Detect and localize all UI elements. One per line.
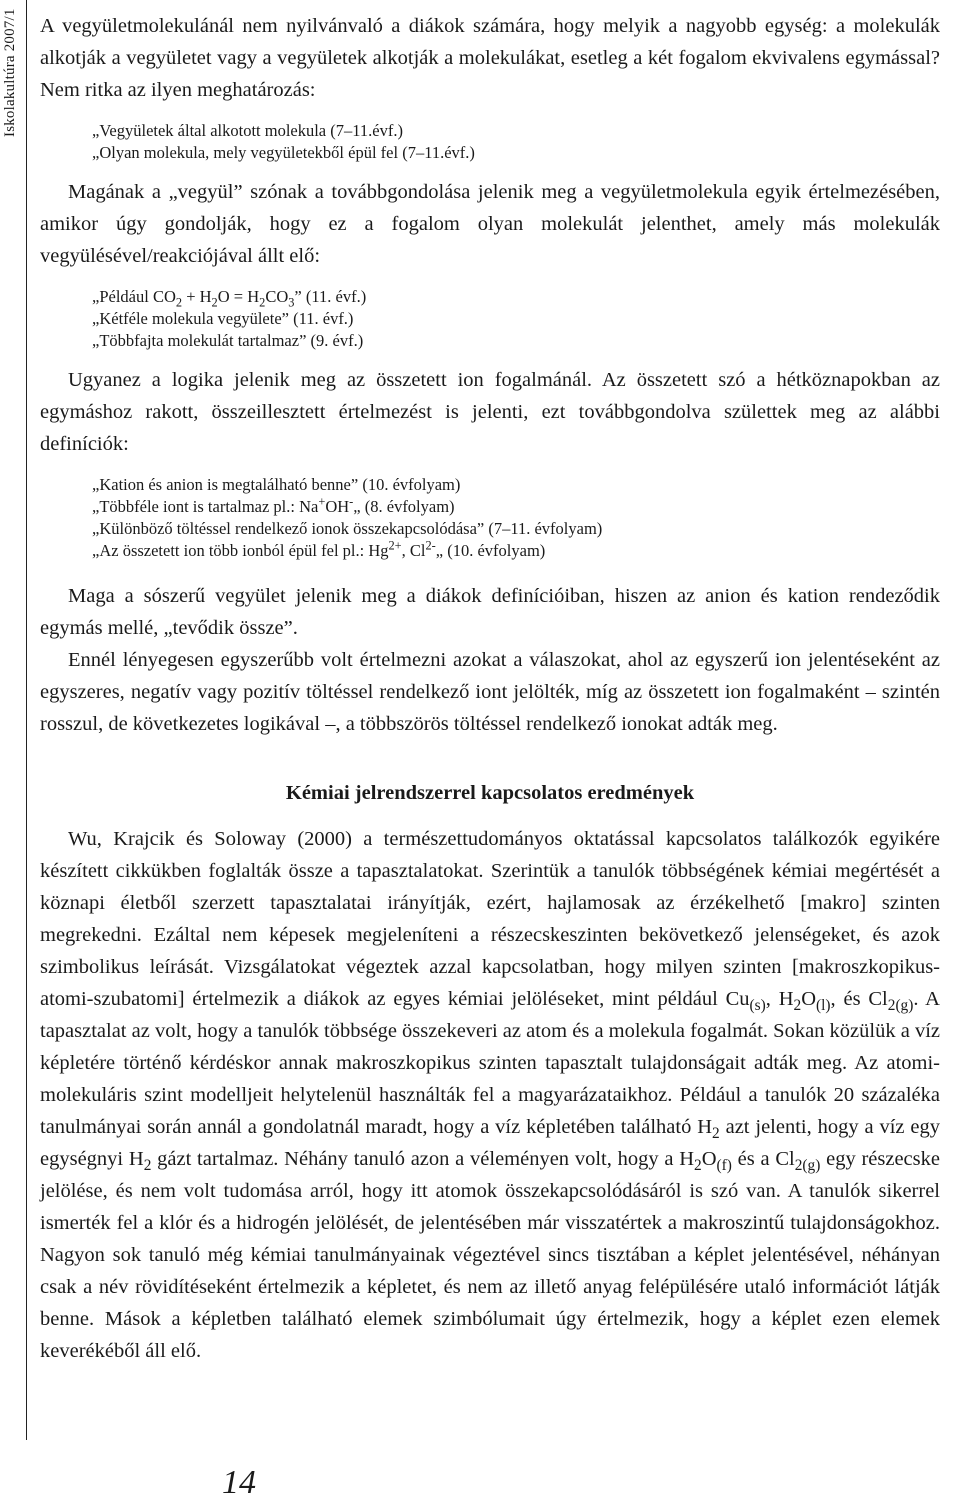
page-content xyxy=(40,10,940,1367)
quote-line: „Az összetett ion több ionból épül fel pl.: $Hg^{2+}$, $Cl^{2-}„$ (10. évfolyam) xyxy=(92,538,546,560)
quote-block-3 xyxy=(92,474,940,562)
page-number: 14 xyxy=(222,1464,256,1501)
paragraph-4: Maga a sószerű vegyület jelenik meg a diákok definícióiban, hiszen az anion és kation rendeződik egymás mellé, „tevődik össze”. xyxy=(40,585,940,639)
paragraph-3: Ugyanez a logika jelenik meg az összetett ion fogalmánál. Az összetett szó a hétköznapokban az egymáshoz rakott, összeillesztett értelmezést is jelenti, ezt továbbgondolva születtek meg az alábbi definíciók: xyxy=(40,369,940,455)
paragraph-2: Magának a „vegyül” szónak a továbbgondolása jelenik meg a vegyületmolekula egyik értelmezésében, amikor úgy gondolják, hogy ez a fogalom olyan molekulát jelenthet, amely más molekulák vegyülésével/reakciójával állt elő: xyxy=(40,181,940,267)
paragraph-6: Wu, Krajcik és Soloway (2000) a természettudományos oktatással kapcsolatos találkozók egyikére készített cikkükben foglalták össze a tapasztalatokat. Szerintük a tanulók többségének kémiai megértését a köznapi életből szerzett tapasztalatai irányítják, ezért, hajlamosak az érzékelhető [makro] szinten megrekedni. Ezáltal nem képesek megjeleníteni a részecskeszinten bekövetkező jelenségeket, és azok szimbolikus leírását. Vizsgálatokat végeztek azzal kapcsolatban, hogy milyen szinten [makroszkopikus-atomi-szubatomi] értelmezik a diákok az egyes kémiai jelöléseket, mint például $Cu_{(s)}$, $H_2O_{(l)}$, és $Cl_{2(g)}$. A tapasztalat az volt, hogy a tanulók többsége összekeveri az atom és a molekula fogalmát. Sokan közülük a víz képletére történő kérdéskor annak makroszkopikus szinten tapasztalt tulajdonságait adták meg. Az atomi-molekuláris szint modelljeit helytelenül használták fel a magyarázataikhoz. Például a tanulók 20 százaléka tanulmányai során annál a gondolatnál maradt, hogy a víz képletében található $H_2$ azt jelenti, hogy a víz egy egységnyi $H_2$ gázt tartalmaz. Néhány tanuló azon a véleményen volt, hogy a $H_2O_{(f)}$ és a $Cl_{2(g)}$ egy részecske jelölése, és nem volt tudomása arról, hogy itt atomok összekapcsolódásáról is szó van. A tanulók sikerrel ismerték fel a klór és a hidrogén jelölését, de jelentésében már visszatértek a makroszintű tulajdonságokhoz. Nagyon sok tanuló még kémiai tanulmányainak végeztével sincs tisztában a képlet jelentésével, néhányan csak a név rövidítéseként értelmezik a képletet, és nem az illető anyag felépülésére utaló információt látják benne. Mások a képletben található elemek szimbólumait úgy értelmezik, hogy a képlet ezen elemek keverékéből áll elő. xyxy=(40,828,940,1362)
journal-label: Iskolakultúra 2007/1 xyxy=(2,8,18,137)
quote-line: „Kétféle molekula vegyülete” (11. évf.) xyxy=(92,309,354,328)
quote-line: „Vegyületek által alkotott molekula (7–11.évf.) xyxy=(92,121,403,140)
section-heading: Kémiai jelrendszerrel kapcsolatos eredmények xyxy=(285,782,695,804)
quote-line: „Kation és anion is megtalálható benne” (10. évfolyam) xyxy=(92,475,461,494)
quote-line: „Olyan molekula, mely vegyületekből épül fel (7–11.évf.) xyxy=(92,143,475,162)
margin-rule xyxy=(26,0,27,1440)
quote-block-1 xyxy=(92,120,940,164)
paragraph-1: A vegyületmolekulánál nem nyilvánvaló a diákok számára, hogy melyik a nagyobb egység: a molekulák alkotják a vegyületet vagy a vegyületek alkotják a molekulákat, esetleg a két fogalom ekvivalens egymással? Nem ritka az ilyen meghatározás: xyxy=(40,15,940,101)
quote-line: „Például $CO_2 + H_2O = H_2CO_3$” (11. évf.) xyxy=(92,287,367,310)
quote-line: „Többfajta molekulát tartalmaz” (9. évf.) xyxy=(92,331,364,350)
quote-line: „Többféle iont is tartalmaz pl.: Na+OH-„ (8. évfolyam) xyxy=(92,494,455,516)
quote-block-2 xyxy=(92,286,940,352)
quote-line: „Különböző töltéssel rendelkező ionok összekapcsolódása” (7–11. évfolyam) xyxy=(92,519,603,538)
paragraph-5: Ennél lényegesen egyszerűbb volt értelmezni azokat a válaszokat, ahol az egyszerű ion jelentéseként az egyszeres, negatív vagy pozitív töltéssel rendelkező iont jelölték, míg az összetett ion fogalmaként – szintén rosszul, de következetes logikával –, a többszörös töltéssel rendelkező ionokat adták meg. xyxy=(40,649,940,735)
